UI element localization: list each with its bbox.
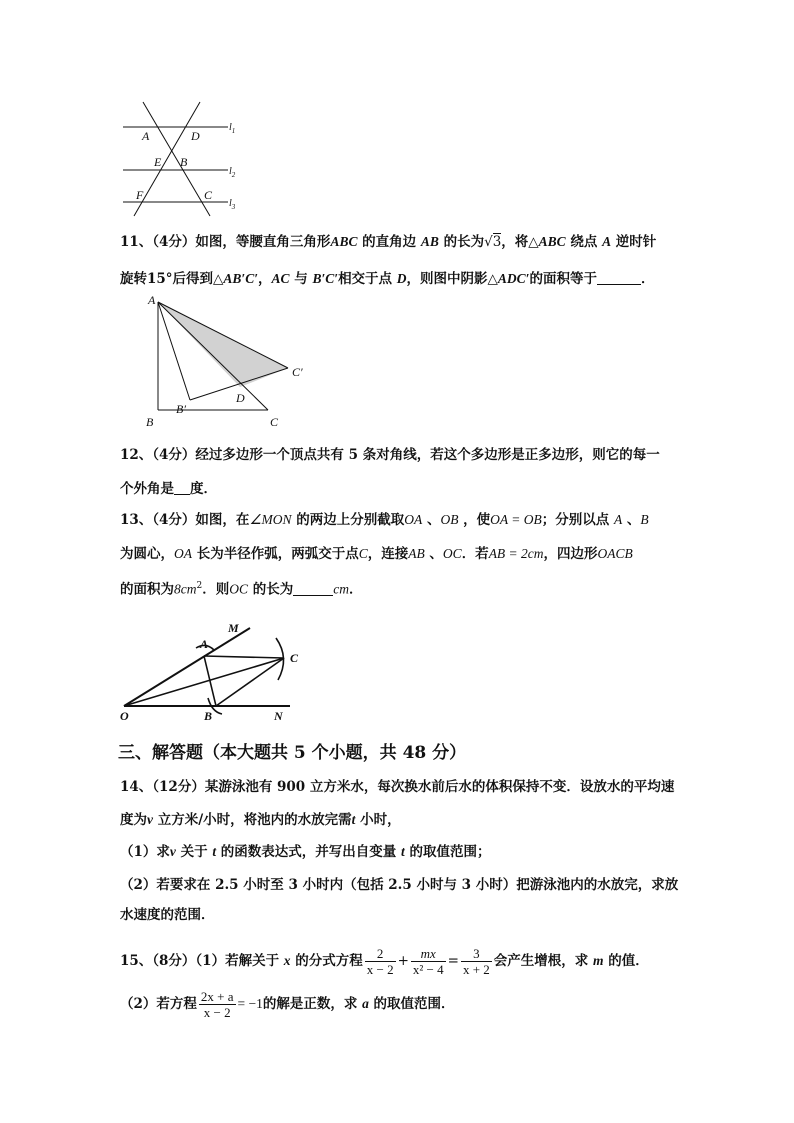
q11-line1: 11、（4分）如图，等腰直角三角形ABC 的直角边 AB 的长为√3，将△ABC 绕点 A 逆时针 [120, 234, 657, 250]
label-C: C [204, 188, 213, 202]
label-A: A [142, 129, 150, 143]
label-O: O [120, 709, 129, 723]
sqrt-symbol: √ [484, 234, 493, 250]
label-B: B [204, 709, 213, 723]
label-A: A [148, 293, 156, 307]
segment-bc [216, 658, 284, 706]
answer-blank[interactable] [597, 270, 641, 285]
label-l1: $l_1$ [229, 122, 236, 135]
label-C: C [270, 415, 279, 429]
label-A: A [200, 637, 209, 651]
label-B: B [180, 155, 188, 169]
q13-line2: 为圆心，OA 长为半径作弧，两弧交于点C，连接AB 、OC．若AB = 2cm，四边形OACB [120, 546, 633, 562]
label-D: D [191, 129, 200, 143]
q14-line5: 水速度的范围． [120, 907, 215, 923]
q12-line2: 个外角是 度． [120, 481, 217, 497]
q14-line2: 度为v 立方米/小时，将池内的水放完需t 小时， [120, 812, 401, 828]
ray-om [124, 628, 250, 706]
label-l3: $l_3$ [229, 198, 236, 211]
segment-oc [124, 658, 284, 706]
label-l2: $l_2$ [229, 166, 236, 179]
q11-line2: 旋转15°后得到△AB′C′，AC 与 B′C′相交于点 D，则图中阴影△ADC′的面积等于 ． [120, 271, 655, 287]
label-N: N [274, 709, 283, 723]
fraction-4: $\frac{2x + a}{x - 2}$ [200, 989, 234, 1020]
label-C-prime: C′ [292, 365, 303, 379]
section-heading: 三、解答题（本大题共 5 个小题，共 48 分） [118, 743, 467, 763]
answer-blank[interactable] [174, 480, 190, 495]
transversal-2 [134, 102, 200, 216]
label-B-prime: B′ [176, 402, 186, 416]
label-B: B [146, 415, 154, 429]
q14-line3: （1）求v 关于 t 的函数表达式，并写出自变量 t 的取值范围； [120, 844, 491, 860]
fraction-1: $\frac{2}{x - 2}$ [366, 946, 394, 977]
segment-ac [204, 656, 284, 658]
parallel-lines-figure [118, 98, 248, 223]
label-D: D [236, 391, 245, 405]
label-M: M [228, 621, 239, 635]
q13-line1: 13、（4分）如图，在∠MON 的两边上分别截取OA 、OB ，使OA = OB；分别以点 A 、B [120, 512, 649, 528]
q15-line2: （2）若方程 $\frac{2x + a}{x - 2}$ = −1的解是正数，求 a 的取值范围． [120, 989, 455, 1020]
answer-blank[interactable] [293, 581, 333, 596]
rotated-triangle-figure [140, 292, 320, 432]
label-E: E [154, 155, 162, 169]
label-F: F [136, 188, 144, 202]
q13-line3: 的面积为$8cm^2$．则OC 的长为 cm． [120, 581, 363, 598]
fraction-2: $\frac{mx}{\text{x² − 4}}$ [412, 946, 444, 977]
angle-construction-figure [116, 618, 316, 728]
q15-line1: 15、（8分）（1）若解关于 x 的分式方程 $\frac{2}{x - 2}$ + $\frac{mx}{\text{x² − 4}}$ = $\frac{3}{x + 2}$ 会产生增根，求 m 的值． [120, 946, 649, 977]
label-C: C [290, 651, 299, 665]
q12-line1: 12、（4分）经过多边形一个顶点共有 5 条对角线，若这个多边形是正多边形，则它的每一 [120, 447, 660, 463]
q14-line1: 14、（12分）某游泳池有 900 立方米水，每次换水前后水的体积保持不变．设放水的平均速 [120, 779, 675, 795]
q14-line4: （2）若要求在 2.5 小时至 3 小时内（包括 2.5 小时与 3 小时）把游泳池内的水放完，求放 [120, 877, 679, 893]
fraction-3: $\frac{3}{x + 2}$ [462, 946, 490, 977]
